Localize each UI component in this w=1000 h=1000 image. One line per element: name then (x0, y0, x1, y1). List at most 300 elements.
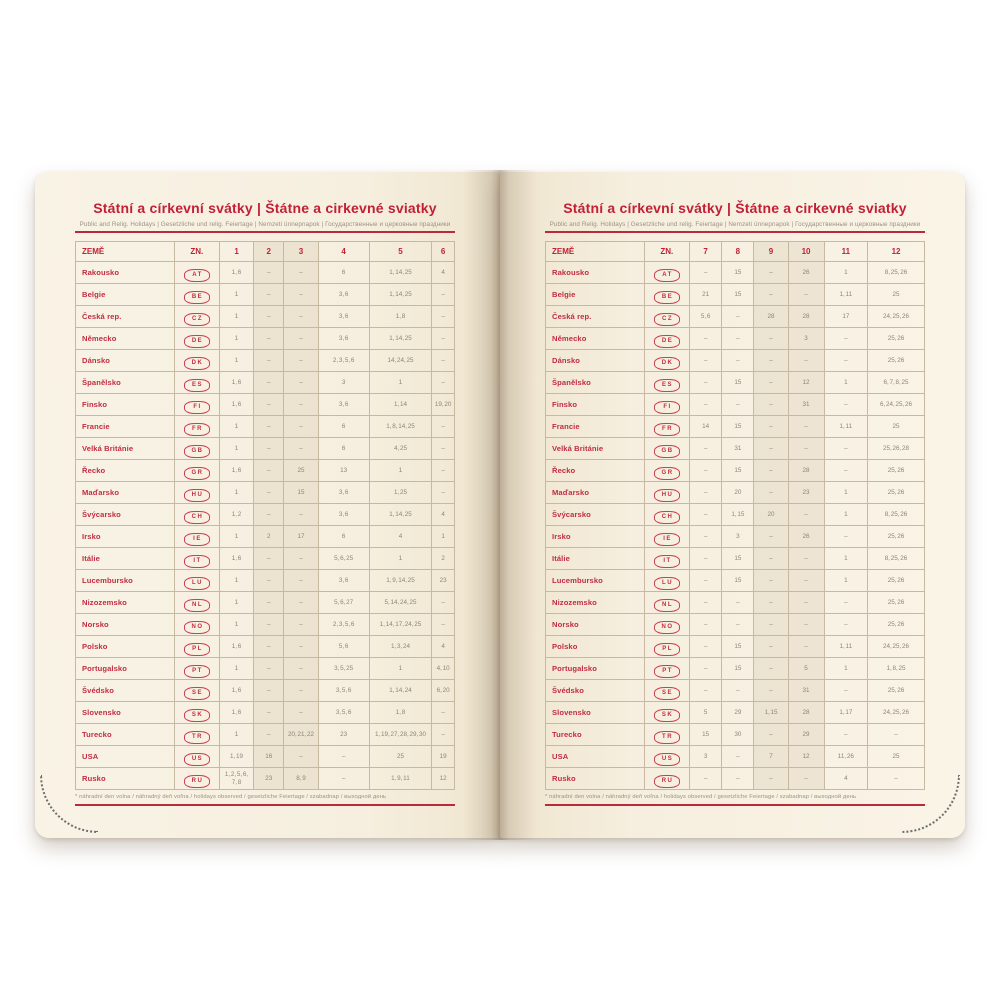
country-code-badge: FR (654, 423, 680, 436)
country-code-badge: LU (654, 577, 680, 590)
holiday-cell: – (284, 438, 318, 460)
holiday-cell: – (284, 702, 318, 724)
table-row (546, 460, 925, 482)
country-code-badge: LU (184, 577, 210, 590)
country-code-badge: US (654, 753, 680, 766)
country-code-cell (174, 636, 219, 658)
holiday-cell: – (284, 504, 318, 526)
holiday-cell: 1, 14, 25 (369, 284, 432, 306)
holiday-cell: – (690, 328, 722, 350)
country-code-cell (174, 438, 219, 460)
holiday-cell: 25 (369, 746, 432, 768)
country-code-badge: FI (184, 401, 210, 414)
country-code-badge: IT (184, 555, 210, 568)
holiday-cell: – (788, 614, 824, 636)
holiday-cell: – (284, 680, 318, 702)
country-code-cell (644, 482, 689, 504)
holiday-cell: 25, 26 (868, 482, 925, 504)
holiday-cell: – (690, 614, 722, 636)
holiday-cell: 2, 3, 5, 6 (318, 350, 369, 372)
holiday-cell: 1, 9, 14, 25 (369, 570, 432, 592)
column-header: 10 (788, 242, 824, 262)
table-row (76, 262, 455, 284)
country-code-cell (644, 614, 689, 636)
holiday-cell: 1, 11 (824, 636, 868, 658)
holiday-cell: – (254, 306, 284, 328)
holiday-cell: – (754, 724, 788, 746)
country-code-badge: CZ (654, 313, 680, 326)
holiday-cell: – (254, 724, 284, 746)
country-label: Lucembursko (76, 570, 175, 592)
holiday-cell: 3, 6 (318, 504, 369, 526)
country-label: Polsko (546, 636, 645, 658)
holiday-cell: – (284, 746, 318, 768)
holiday-cell: 4 (824, 768, 868, 790)
country-label: Francie (76, 416, 175, 438)
country-code-cell (174, 658, 219, 680)
holiday-cell: 1, 15 (722, 504, 754, 526)
page-subtitle: Public and Relig. Holidays | Gesetzliche und relig. Feiertage | Nemzeti ünnepnapok | Государственные и церковные праздники (549, 221, 921, 228)
table-row (76, 328, 455, 350)
holiday-cell: – (722, 746, 754, 768)
table-row (76, 482, 455, 504)
holiday-cell: 1, 14, 25 (369, 328, 432, 350)
holiday-cell: 8, 25, 26 (868, 504, 925, 526)
table-row (76, 680, 455, 702)
holiday-cell: 1, 14, 24 (369, 680, 432, 702)
holiday-cell: 31 (788, 680, 824, 702)
holiday-cell: – (824, 592, 868, 614)
table-row (76, 636, 455, 658)
page-title: Státní a církevní svátky | Štátne a cirkevné sviatky (563, 200, 907, 216)
table-row (76, 548, 455, 570)
holiday-cell: – (754, 680, 788, 702)
country-code-badge: NL (184, 599, 210, 612)
country-label: Švédsko (546, 680, 645, 702)
country-code-cell (174, 284, 219, 306)
holiday-cell: 5, 6, 27 (318, 592, 369, 614)
holiday-cell: – (754, 262, 788, 284)
column-header: 12 (868, 242, 925, 262)
holiday-cell: 1 (220, 284, 254, 306)
holiday-cell: 19 (432, 746, 455, 768)
holiday-cell: – (254, 372, 284, 394)
country-label: Dánsko (76, 350, 175, 372)
country-label: Německo (546, 328, 645, 350)
holiday-cell: 1, 6 (220, 394, 254, 416)
holiday-cell: – (432, 438, 455, 460)
holiday-cell: 5, 6, 25 (318, 548, 369, 570)
holiday-cell: – (754, 438, 788, 460)
country-code-cell (644, 746, 689, 768)
country-code-badge: HU (654, 489, 680, 502)
holiday-cell: 1, 6 (220, 680, 254, 702)
holiday-cell: – (318, 746, 369, 768)
holiday-cell: 1 (220, 570, 254, 592)
country-code-badge: BE (654, 291, 680, 304)
holiday-cell: 1, 6 (220, 262, 254, 284)
country-code-badge: BE (184, 291, 210, 304)
country-label: Španělsko (76, 372, 175, 394)
holiday-cell: – (754, 526, 788, 548)
holiday-cell: 2 (254, 526, 284, 548)
holiday-cell: 11, 26 (824, 746, 868, 768)
holiday-cell: – (284, 394, 318, 416)
column-header: 7 (690, 242, 722, 262)
country-label: Turecko (546, 724, 645, 746)
holiday-cell: – (722, 768, 754, 790)
holiday-cell: 3 (690, 746, 722, 768)
holiday-cell: 1, 8 (369, 306, 432, 328)
holiday-cell: – (432, 702, 455, 724)
country-code-badge: DE (654, 335, 680, 348)
holiday-cell: 4 (432, 636, 455, 658)
footnote: * náhradní den volna / náhradný deň voľna / holidays observed / gesetzliche Feiertage / szabadnap / выходной день (545, 794, 857, 800)
holiday-cell: 14 (690, 416, 722, 438)
country-code-cell (644, 438, 689, 460)
holiday-cell: – (284, 636, 318, 658)
country-label: Irsko (76, 526, 175, 548)
country-label: Rusko (546, 768, 645, 790)
country-code-cell (644, 548, 689, 570)
country-code-cell (174, 768, 219, 790)
country-code-badge: US (184, 753, 210, 766)
holiday-cell: 29 (722, 702, 754, 724)
holiday-cell: 24, 25, 26 (868, 702, 925, 724)
table-row (76, 526, 455, 548)
holiday-cell: – (284, 372, 318, 394)
country-code-badge: AT (654, 269, 680, 282)
holiday-cell: 19, 20 (432, 394, 455, 416)
country-code-badge: DK (654, 357, 680, 370)
holiday-cell: – (254, 548, 284, 570)
holiday-cell: 5, 6 (690, 306, 722, 328)
header-row (546, 242, 925, 262)
holiday-cell: – (754, 416, 788, 438)
holiday-cell: 1 (220, 438, 254, 460)
table-row (76, 460, 455, 482)
holiday-cell: 3, 6 (318, 570, 369, 592)
table-row (546, 306, 925, 328)
holiday-cell: – (432, 328, 455, 350)
holiday-cell: 23 (432, 570, 455, 592)
holiday-cell: 1 (220, 658, 254, 680)
column-header: 5 (369, 242, 432, 262)
holiday-cell: – (254, 394, 284, 416)
holiday-cell: 1 (220, 724, 254, 746)
holiday-cell: – (722, 592, 754, 614)
holiday-cell: 25, 26 (868, 328, 925, 350)
country-code-cell (644, 570, 689, 592)
holiday-cell: 1, 14, 17, 24, 25 (369, 614, 432, 636)
holiday-cell: 1, 3, 24 (369, 636, 432, 658)
holiday-cell: 1 (824, 504, 868, 526)
country-code-cell (644, 306, 689, 328)
country-code-cell (174, 526, 219, 548)
country-label: Španělsko (546, 372, 645, 394)
column-header: 11 (824, 242, 868, 262)
holiday-cell: 24, 25, 26 (868, 306, 925, 328)
column-header: 2 (254, 242, 284, 262)
holiday-cell: 3, 5, 25 (318, 658, 369, 680)
holiday-cell: 6 (318, 526, 369, 548)
holiday-cell: 12 (432, 768, 455, 790)
country-label: Belgie (546, 284, 645, 306)
bottom-rule (545, 804, 925, 806)
holiday-cell: 25 (868, 746, 925, 768)
country-label: Nizozemsko (546, 592, 645, 614)
holiday-cell: 25 (284, 460, 318, 482)
holiday-cell: – (284, 592, 318, 614)
holiday-cell: – (788, 284, 824, 306)
country-code-cell (644, 416, 689, 438)
country-code-cell (174, 416, 219, 438)
country-code-cell (644, 350, 689, 372)
holiday-cell: – (284, 262, 318, 284)
country-label: Rakousko (546, 262, 645, 284)
country-label: Polsko (76, 636, 175, 658)
country-code-badge: SE (654, 687, 680, 700)
country-label: Rusko (76, 768, 175, 790)
holiday-cell: – (254, 328, 284, 350)
holiday-cell: 4 (369, 526, 432, 548)
country-code-cell (644, 372, 689, 394)
holiday-cell: 6, 24, 25, 26 (868, 394, 925, 416)
table-row (546, 592, 925, 614)
country-code-cell (174, 306, 219, 328)
country-code-cell (174, 460, 219, 482)
country-code-badge: CH (654, 511, 680, 524)
holiday-cell: 20 (754, 504, 788, 526)
holiday-cell: – (754, 482, 788, 504)
table-row (546, 438, 925, 460)
holiday-cell: 15 (722, 460, 754, 482)
holiday-cell: 1, 6 (220, 372, 254, 394)
holiday-cell: 28 (788, 306, 824, 328)
country-code-badge: DK (184, 357, 210, 370)
country-code-badge: ES (184, 379, 210, 392)
holiday-cell: 12 (788, 372, 824, 394)
country-code-cell (174, 328, 219, 350)
holiday-cell: 14, 24, 25 (369, 350, 432, 372)
holiday-cell: – (432, 482, 455, 504)
country-label: Francie (546, 416, 645, 438)
holiday-cell: – (690, 636, 722, 658)
holiday-cell: – (824, 526, 868, 548)
holiday-cell: – (690, 350, 722, 372)
holiday-cell: – (722, 328, 754, 350)
holiday-cell: 1 (220, 526, 254, 548)
holiday-cell: 25, 26 (868, 350, 925, 372)
holiday-cell: 28 (754, 306, 788, 328)
holiday-cell: – (788, 438, 824, 460)
holiday-cell: – (754, 372, 788, 394)
country-code-cell (644, 658, 689, 680)
table-row (546, 680, 925, 702)
table-row (76, 504, 455, 526)
holiday-cell: – (722, 306, 754, 328)
country-code-badge: RU (654, 775, 680, 788)
holiday-cell: – (690, 438, 722, 460)
holiday-cell: – (254, 636, 284, 658)
table-row (546, 504, 925, 526)
holiday-cell: – (754, 350, 788, 372)
country-code-badge: PT (654, 665, 680, 678)
country-label: Belgie (76, 284, 175, 306)
holiday-cell: – (722, 350, 754, 372)
country-label: Norsko (76, 614, 175, 636)
holiday-cell: – (254, 702, 284, 724)
country-code-badge: GB (184, 445, 210, 458)
country-code-cell (174, 394, 219, 416)
holiday-cell: – (254, 504, 284, 526)
country-code-badge: SE (184, 687, 210, 700)
holiday-cell: – (824, 724, 868, 746)
country-code-cell (174, 504, 219, 526)
holiday-cell: – (254, 680, 284, 702)
table-row (546, 702, 925, 724)
holiday-cell: 5, 14, 24, 25 (369, 592, 432, 614)
table-row (546, 372, 925, 394)
holiday-cell: 13 (318, 460, 369, 482)
country-label: Řecko (546, 460, 645, 482)
holiday-cell: 15 (722, 284, 754, 306)
holiday-cell: – (722, 394, 754, 416)
holiday-cell: 15 (722, 262, 754, 284)
holiday-cell: – (432, 284, 455, 306)
country-code-cell (644, 284, 689, 306)
bottom-rule (75, 804, 455, 806)
country-label: Turecko (76, 724, 175, 746)
holiday-cell: 3 (788, 328, 824, 350)
holiday-cell: 3, 6 (318, 394, 369, 416)
holiday-cell: 1 (220, 482, 254, 504)
holiday-cell: – (824, 394, 868, 416)
holiday-cell: 1 (432, 526, 455, 548)
table-row (76, 746, 455, 768)
holiday-cell: 1, 17 (824, 702, 868, 724)
holiday-cell: – (254, 614, 284, 636)
country-code-cell (644, 592, 689, 614)
country-code-badge: GR (654, 467, 680, 480)
holiday-cell: – (284, 284, 318, 306)
holiday-cell: – (690, 570, 722, 592)
holiday-cell: – (788, 570, 824, 592)
country-code-cell (174, 350, 219, 372)
country-label: Švýcarsko (76, 504, 175, 526)
holiday-cell: 3 (722, 526, 754, 548)
page-title: Státní a církevní svátky | Štátne a cirkevné sviatky (93, 200, 437, 216)
column-header: ZEMĚ (76, 242, 175, 262)
holiday-cell: – (432, 460, 455, 482)
holiday-cell: – (254, 658, 284, 680)
country-code-cell (174, 592, 219, 614)
holiday-cell: – (754, 768, 788, 790)
country-code-badge: CH (184, 511, 210, 524)
country-code-cell (644, 526, 689, 548)
holiday-cell: 2, 3, 5, 6 (318, 614, 369, 636)
holiday-cell: 6, 20 (432, 680, 455, 702)
title-rule (545, 231, 925, 233)
country-code-cell (174, 614, 219, 636)
holiday-cell: 26 (788, 262, 824, 284)
holiday-cell: – (824, 680, 868, 702)
country-code-badge: CZ (184, 313, 210, 326)
holiday-cell: – (284, 306, 318, 328)
holiday-cell: – (788, 636, 824, 658)
holiday-cell: – (690, 262, 722, 284)
holiday-cell: – (754, 658, 788, 680)
holiday-cell: 20, 21, 22 (284, 724, 318, 746)
country-code-badge: TR (184, 731, 210, 744)
page-right (500, 172, 965, 838)
holiday-cell: – (722, 680, 754, 702)
holiday-cell: 1, 11 (824, 416, 868, 438)
holiday-cell: – (432, 592, 455, 614)
holiday-cell: 3, 6 (318, 284, 369, 306)
country-code-badge: RU (184, 775, 210, 788)
holiday-cell: 1, 14, 25 (369, 262, 432, 284)
holiday-cell: 20 (722, 482, 754, 504)
page-left (35, 172, 500, 838)
holiday-cell: 24, 25, 26 (868, 636, 925, 658)
table-row (76, 658, 455, 680)
table-row (76, 306, 455, 328)
holiday-cell: 4 (432, 262, 455, 284)
country-label: USA (546, 746, 645, 768)
holiday-cell: 1, 8 (369, 702, 432, 724)
table-row (76, 416, 455, 438)
column-header: ZEMĚ (546, 242, 645, 262)
column-header: ZN. (174, 242, 219, 262)
country-code-badge: PL (654, 643, 680, 656)
country-code-cell (644, 680, 689, 702)
country-code-cell (174, 548, 219, 570)
column-header: 1 (220, 242, 254, 262)
country-code-badge: NO (184, 621, 210, 634)
holiday-cell: – (754, 548, 788, 570)
holiday-cell: 31 (788, 394, 824, 416)
country-label: Itálie (76, 548, 175, 570)
holiday-cell: 1, 6 (220, 702, 254, 724)
table-row (76, 702, 455, 724)
holiday-cell: 15 (722, 548, 754, 570)
country-code-cell (644, 262, 689, 284)
holiday-cell: 17 (284, 526, 318, 548)
footnote: * náhradní den volna / náhradný deň voľna / holidays observed / gesetzliche Feiertage / szabadnap / выходной день (75, 794, 387, 800)
holiday-cell: – (432, 306, 455, 328)
holiday-cell: 1 (369, 460, 432, 482)
holiday-cell: 15 (722, 372, 754, 394)
country-label: Švédsko (76, 680, 175, 702)
country-code-badge: TR (654, 731, 680, 744)
country-label: Česká rep. (546, 306, 645, 328)
column-header: 6 (432, 242, 455, 262)
holiday-cell: – (432, 372, 455, 394)
holiday-cell: 25, 26 (868, 570, 925, 592)
holiday-cell: 1 (369, 548, 432, 570)
holiday-cell: – (690, 658, 722, 680)
holiday-cell: – (754, 394, 788, 416)
holiday-cell: – (284, 350, 318, 372)
table-row (76, 570, 455, 592)
country-code-cell (644, 328, 689, 350)
holiday-cell: 28 (788, 702, 824, 724)
column-header: 3 (284, 242, 318, 262)
country-label: Německo (76, 328, 175, 350)
holiday-cell: 1 (369, 372, 432, 394)
country-code-cell (174, 746, 219, 768)
